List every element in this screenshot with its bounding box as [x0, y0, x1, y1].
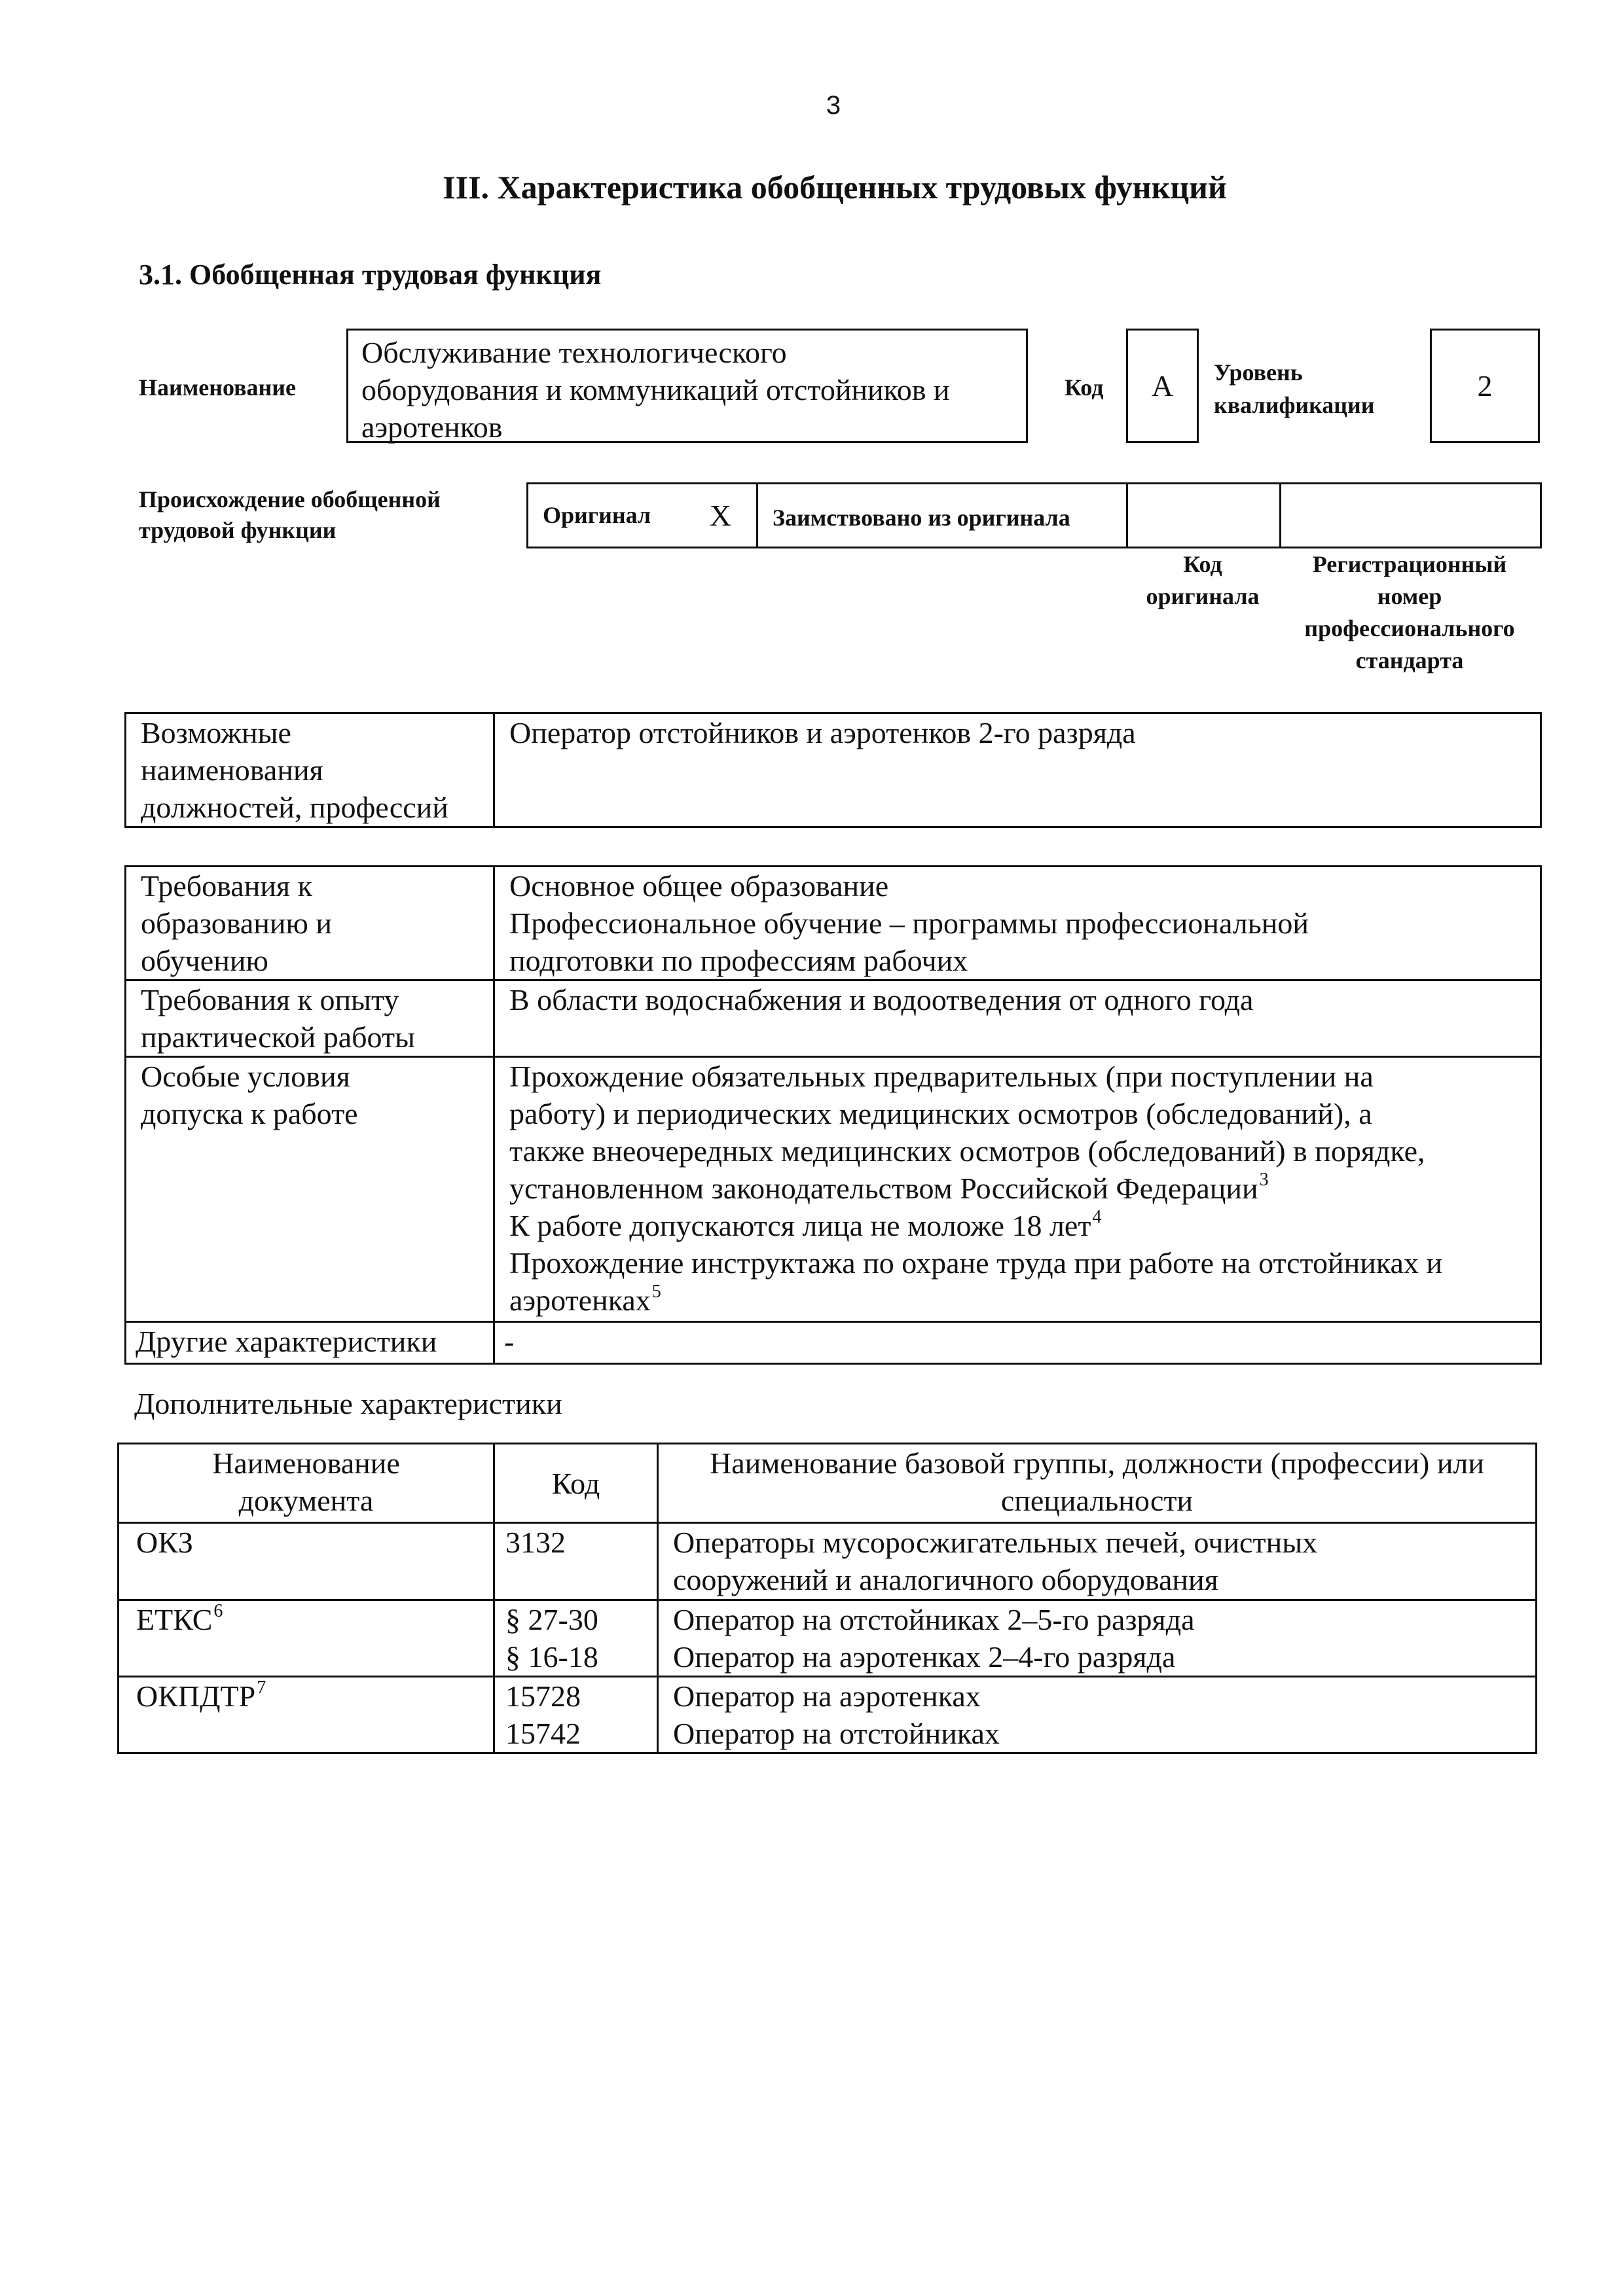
code-value: § 16-18 — [505, 1640, 598, 1674]
requirement-value-line: Прохождение обязательных предварительных (при поступлении на — [509, 1060, 1374, 1093]
origin-original-label: Оригинал — [543, 502, 651, 528]
group-name-line: Оператор на аэротенках 2–4-го разряда — [673, 1640, 1176, 1674]
requirement-label-cell — [126, 980, 494, 1057]
function-code-value: А — [1151, 369, 1174, 403]
function-code-box — [1126, 329, 1199, 443]
registration-caption-line: стандарта — [1355, 647, 1464, 673]
original-code-caption-line: оригинала — [1146, 583, 1260, 609]
code-cell — [494, 1523, 658, 1600]
requirement-label-line: Требования к опыту — [141, 983, 399, 1016]
qualification-level-label — [1214, 356, 1375, 422]
requirement-label-line: Другие характеристики — [136, 1325, 437, 1358]
origin-code-cell — [1127, 484, 1281, 548]
header-group-cell — [658, 1444, 1537, 1523]
function-name-line: Обслуживание технологического — [361, 336, 787, 369]
additional-row-okz — [119, 1523, 1537, 1600]
requirement-label-cell — [126, 867, 494, 980]
requirement-label-line: Особые условия — [141, 1060, 350, 1093]
registration-caption-line: номер — [1377, 583, 1442, 609]
registration-number-caption — [1279, 548, 1540, 677]
document-name: ОКПДТР — [136, 1679, 256, 1713]
requirement-label-line: допуска к работе — [141, 1097, 358, 1130]
code-value: 15742 — [505, 1717, 581, 1750]
footnote-marker: 6 — [213, 1601, 223, 1621]
requirement-value-line: - — [504, 1325, 515, 1358]
positions-label-line: наименования — [141, 753, 323, 787]
function-code-label: Код — [1065, 374, 1104, 401]
requirement-value-line: Прохождение инструктажа по охране труда при работе на отстойниках и — [509, 1246, 1443, 1280]
requirement-value-line: также внеочередных медицинских осмотров (обследований) в порядке, — [509, 1134, 1425, 1168]
original-code-caption-line: Код — [1183, 551, 1222, 577]
group-name-line: Оператор на отстойниках — [673, 1717, 1000, 1750]
requirement-value-line: Основное общее образование — [509, 869, 889, 903]
requirement-value-text: аэротенках — [509, 1283, 651, 1317]
origin-original-cell — [528, 484, 757, 548]
qualification-level-box — [1430, 329, 1540, 443]
header-document-cell — [119, 1444, 494, 1523]
header-code: Код — [551, 1466, 600, 1500]
original-code-caption — [1113, 548, 1292, 613]
requirement-value-cell — [494, 1322, 1541, 1364]
section-title: III. Характеристика обобщенных трудовых функций — [443, 169, 1227, 206]
positions-value: Оператор отстойников и аэротенков 2-го разряда — [509, 716, 1136, 749]
positions-table — [124, 712, 1542, 828]
requirement-value-line: В области водоснабжения и водоотведения от одного года — [509, 983, 1254, 1016]
code-value: 15728 — [505, 1679, 581, 1713]
footnote-marker: 4 — [1092, 1207, 1102, 1227]
qualification-level-value: 2 — [1477, 369, 1493, 403]
code-cell — [494, 1677, 658, 1753]
requirement-label-cell — [126, 1322, 494, 1364]
requirement-value-text: установленном законодательством Российской Федерации — [509, 1172, 1258, 1205]
header-code-cell — [494, 1444, 658, 1523]
group-name-line: сооружений и аналогичного оборудования — [673, 1563, 1218, 1596]
document-cell — [119, 1523, 494, 1600]
requirement-value-line — [509, 1207, 1537, 1244]
additional-row-okpdtr — [119, 1677, 1537, 1753]
requirement-label-line: Требования к — [141, 869, 312, 903]
positions-row — [126, 713, 1541, 827]
code-value: § 27-30 — [505, 1603, 598, 1636]
origin-registration-cell — [1281, 484, 1541, 548]
positions-label-line: должностей, профессий — [141, 791, 448, 824]
function-name-box — [346, 329, 1028, 443]
group-name-cell — [658, 1600, 1537, 1677]
requirement-label-line: образованию и — [141, 906, 332, 940]
document-name-line — [136, 1677, 490, 1715]
positions-label-cell — [126, 713, 494, 827]
requirement-value-line — [509, 1170, 1537, 1207]
origin-label-line: Происхождение обобщенной — [139, 486, 441, 512]
requirement-label-line: практической работы — [141, 1020, 415, 1054]
header-group-line: Наименование базовой группы, должности (профессии) или — [709, 1446, 1485, 1480]
group-name-line: Оператор на отстойниках 2–5-го разряда — [673, 1603, 1195, 1636]
footnote-marker: 5 — [651, 1282, 661, 1302]
additional-title: Дополнительные характеристики — [134, 1387, 562, 1420]
origin-table — [526, 482, 1542, 548]
additional-table — [117, 1443, 1537, 1754]
positions-value-cell — [494, 713, 1541, 827]
requirement-value-cell — [494, 980, 1541, 1057]
document-cell — [119, 1600, 494, 1677]
origin-row — [528, 484, 1541, 548]
header-group-line: специальности — [1000, 1484, 1194, 1517]
header-document-line: документа — [238, 1484, 374, 1517]
requirement-row-education — [126, 867, 1541, 980]
requirement-label-line: обучению — [141, 944, 268, 977]
header-document-line: Наименование — [212, 1446, 400, 1480]
code-value: 3132 — [505, 1526, 566, 1559]
origin-label-line: трудовой функции — [139, 517, 337, 543]
requirement-row-other — [126, 1322, 1541, 1364]
qualification-level-label-line: квалификации — [1214, 392, 1375, 418]
qualification-level-label-line: Уровень — [1214, 359, 1303, 386]
group-name-line: Операторы мусоросжигательных печей, очистных — [673, 1526, 1318, 1559]
document-cell — [119, 1677, 494, 1753]
group-name-line: Оператор на аэротенках — [673, 1679, 981, 1713]
requirement-value-line: Профессиональное обучение – программы профессиональной — [509, 906, 1309, 940]
requirement-label-cell — [126, 1057, 494, 1322]
requirement-value-cell — [494, 1057, 1541, 1322]
origin-original-wrap — [543, 497, 731, 534]
footnote-marker: 7 — [257, 1677, 266, 1698]
requirement-row-experience — [126, 980, 1541, 1057]
document-name: ЕТКС — [136, 1603, 213, 1636]
additional-row-etks — [119, 1600, 1537, 1677]
origin-label — [139, 484, 441, 546]
footnote-marker: 3 — [1259, 1170, 1269, 1190]
group-name-cell — [658, 1523, 1537, 1600]
origin-borrowed-cell — [757, 484, 1127, 548]
requirement-value-line — [509, 1282, 1537, 1319]
registration-caption-line: профессионального — [1304, 615, 1515, 641]
function-name-line: аэротенков — [361, 410, 503, 444]
document-name-line — [136, 1601, 490, 1638]
origin-original-mark: X — [709, 499, 731, 532]
page-number: 3 — [826, 91, 841, 120]
function-name-label: Наименование — [139, 374, 296, 401]
subsection-title: 3.1. Обобщенная трудовая функция — [139, 259, 602, 291]
group-name-cell — [658, 1677, 1537, 1753]
function-name-line: оборудования и коммуникаций отстойников и — [361, 373, 950, 406]
code-cell — [494, 1600, 658, 1677]
positions-label-line: Возможные — [141, 716, 291, 749]
requirement-value-line: работу) и периодических медицинских осмотров (обследований), а — [509, 1097, 1372, 1130]
requirement-value-cell — [494, 867, 1541, 980]
requirements-table — [124, 865, 1542, 1365]
requirement-row-admission — [126, 1057, 1541, 1322]
additional-header-row — [119, 1444, 1537, 1523]
registration-caption-line: Регистрационный — [1312, 551, 1507, 577]
document-name: ОКЗ — [136, 1526, 193, 1559]
requirement-value-line: подготовки по профессиям рабочих — [509, 944, 968, 977]
origin-borrowed-label: Заимствовано из оригинала — [773, 505, 1070, 531]
requirement-value-text: К работе допускаются лица не моложе 18 лет — [509, 1209, 1091, 1242]
